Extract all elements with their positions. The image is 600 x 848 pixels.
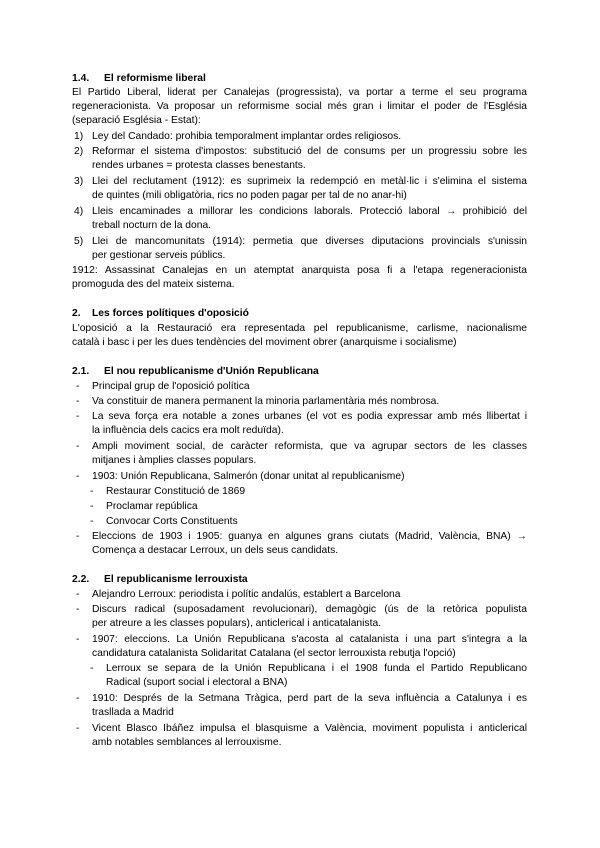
list-item: Reformar el sistema d'impostos: substitució del de consums per un progressiu sobre les <box>92 146 527 157</box>
list-item: Principal grup de l'oposició política <box>92 381 250 392</box>
sub-list-item: Proclamar república <box>106 501 198 512</box>
bullet-dash: - <box>76 693 80 704</box>
list-item: mitjanes i àmplies classes populars. <box>92 455 257 466</box>
list-item: Ley del Candado: prohibia temporalment implantar ordes religiosos. <box>92 131 402 142</box>
section-1-4-title: El reformisme liberal <box>104 73 206 84</box>
sub-list-item: Convocar Corts Constituents <box>106 516 238 527</box>
list-item: 1910: Després de la Setmana Tràgica, perd part de la seva influència a Catalunya i es <box>92 693 527 704</box>
list-item: per gestionar serveis públics. <box>92 250 226 261</box>
bullet-dash: - <box>76 381 80 392</box>
list-number: 3) <box>74 176 84 187</box>
bullet-dash: - <box>76 589 80 600</box>
list-item: Lleis encaminades a millorar les condicions laborals. Protecció laboral → prohibició del <box>92 206 527 217</box>
list-item: 1907: eleccions. La Unión Republicana s'acosta al catalanista i una part s'integra a la <box>92 634 527 645</box>
sub-bullet-dash: - <box>90 486 94 497</box>
sub-bullet-dash: - <box>90 516 94 527</box>
sub-list-item: Lerroux se separa de la Unión Republicana i el 1908 funda el Partido Republicano <box>106 663 527 674</box>
section-1-4-number: 1.4. <box>72 73 90 84</box>
list-number: 5) <box>74 236 84 247</box>
bullet-dash: - <box>76 604 80 615</box>
bullet-dash: - <box>76 441 80 452</box>
bullet-dash: - <box>76 723 80 734</box>
list-item: La seva força era notable a zones urbanes (el vot es podia expressar amb més llibertat i <box>92 411 527 422</box>
list-number: 2) <box>74 146 84 157</box>
section-2-1-title: El nou republicanisme d'Unión Republicana <box>104 366 319 377</box>
section-2-title: Les forces polítiques d'oposició <box>92 308 249 319</box>
list-item: Discurs radical (suposadament revolucionari), demagògic (ús de la retòrica populista <box>92 604 527 615</box>
list-item: amb notables semblances al lerrouxisme. <box>92 737 282 748</box>
sub-list-item: Radical (suport social i electoral a BNA) <box>106 677 288 688</box>
bullet-dash: - <box>76 634 80 645</box>
section-2-2-title: El republicanisme lerrouxista <box>104 574 248 585</box>
list-item: Vicent Blasco Ibáñez impulsa el blasquisme a València, moviment populista i anticlerical <box>92 723 527 734</box>
section-2-1-number: 2.1. <box>72 366 90 377</box>
list-number: 1) <box>74 131 84 142</box>
paragraph-line: català i basc i per les dues tendències del moviment obrer (anarquisme i socialisme) <box>72 337 457 348</box>
paragraph-line: promoguda des del mateix sistema. <box>72 279 235 290</box>
list-item: Eleccions de 1903 i 1905: guanya en algunes grans ciutats (Madrid, València, BNA) → <box>92 531 527 542</box>
list-number: 4) <box>74 206 84 217</box>
list-item: 1903: Unión Republicana, Salmerón (donar unitat al republicanisme) <box>92 471 405 482</box>
list-item: Ampli moviment social, de caràcter reformista, que va agrupar sectors de les classes <box>92 441 527 452</box>
paragraph-line: (separació Església - Estat): <box>72 115 201 126</box>
list-item: per atreure a les classes populars), anticlerical i anticatalanista. <box>92 618 382 629</box>
bullet-dash: - <box>76 411 80 422</box>
section-2-2-number: 2.2. <box>72 574 90 585</box>
list-item: de quintes (mili obligatòria, rics no poden pagar per tal de no anar-hi) <box>92 190 407 201</box>
list-item: candidatura catalanista Solidaritat Catalana (el sector lerrouxista rebutja l'opció) <box>92 648 456 659</box>
list-item: rendes urbanes = protesta classes benestants. <box>92 160 306 171</box>
list-item: la influència dels cacics era molt reduïda). <box>92 425 284 436</box>
paragraph-line: L'oposició a la Restauració era representada pel republicanisme, carlisme, nacionalisme <box>72 323 527 334</box>
paragraph-line: regeneracionista. Va proposar un reformisme social més gran i limitar el poder de l'Església <box>72 101 527 112</box>
section-2-number: 2. <box>72 308 81 319</box>
list-item: Llei del reclutament (1912): es suprimeix la redempció en metàl·lic i s'elimina el sistema <box>92 176 527 187</box>
list-item: Llei de mancomunitats (1914): permetia que diverses diputacions provincials s'unissin <box>92 236 527 247</box>
list-item: Alejandro Lerroux: periodista i polític andalús, establert a Barcelona <box>92 589 401 600</box>
bullet-dash: - <box>76 396 80 407</box>
bullet-dash: - <box>76 471 80 482</box>
list-item: trasllada a Madrid <box>92 707 174 718</box>
sub-list-item: Restaurar Constitució de 1869 <box>106 486 246 497</box>
paragraph-line: El Partido Liberal, liderat per Canalejas (progressista), va portar a terme el seu programa <box>72 87 527 98</box>
sub-bullet-dash: - <box>90 501 94 512</box>
bullet-dash: - <box>76 531 80 542</box>
sub-bullet-dash: - <box>90 663 94 674</box>
list-item: Va constituir de manera permanent la minoria parlamentària més nombrosa. <box>92 396 440 407</box>
paragraph-line: 1912: Assassinat Canalejas en un atemptat anarquista posa fi a l'etapa regeneracionista <box>72 265 527 276</box>
list-item: Comença a destacar Lerroux, un dels seus candidats. <box>92 545 339 556</box>
list-item: treball nocturn de la dona. <box>92 220 212 231</box>
